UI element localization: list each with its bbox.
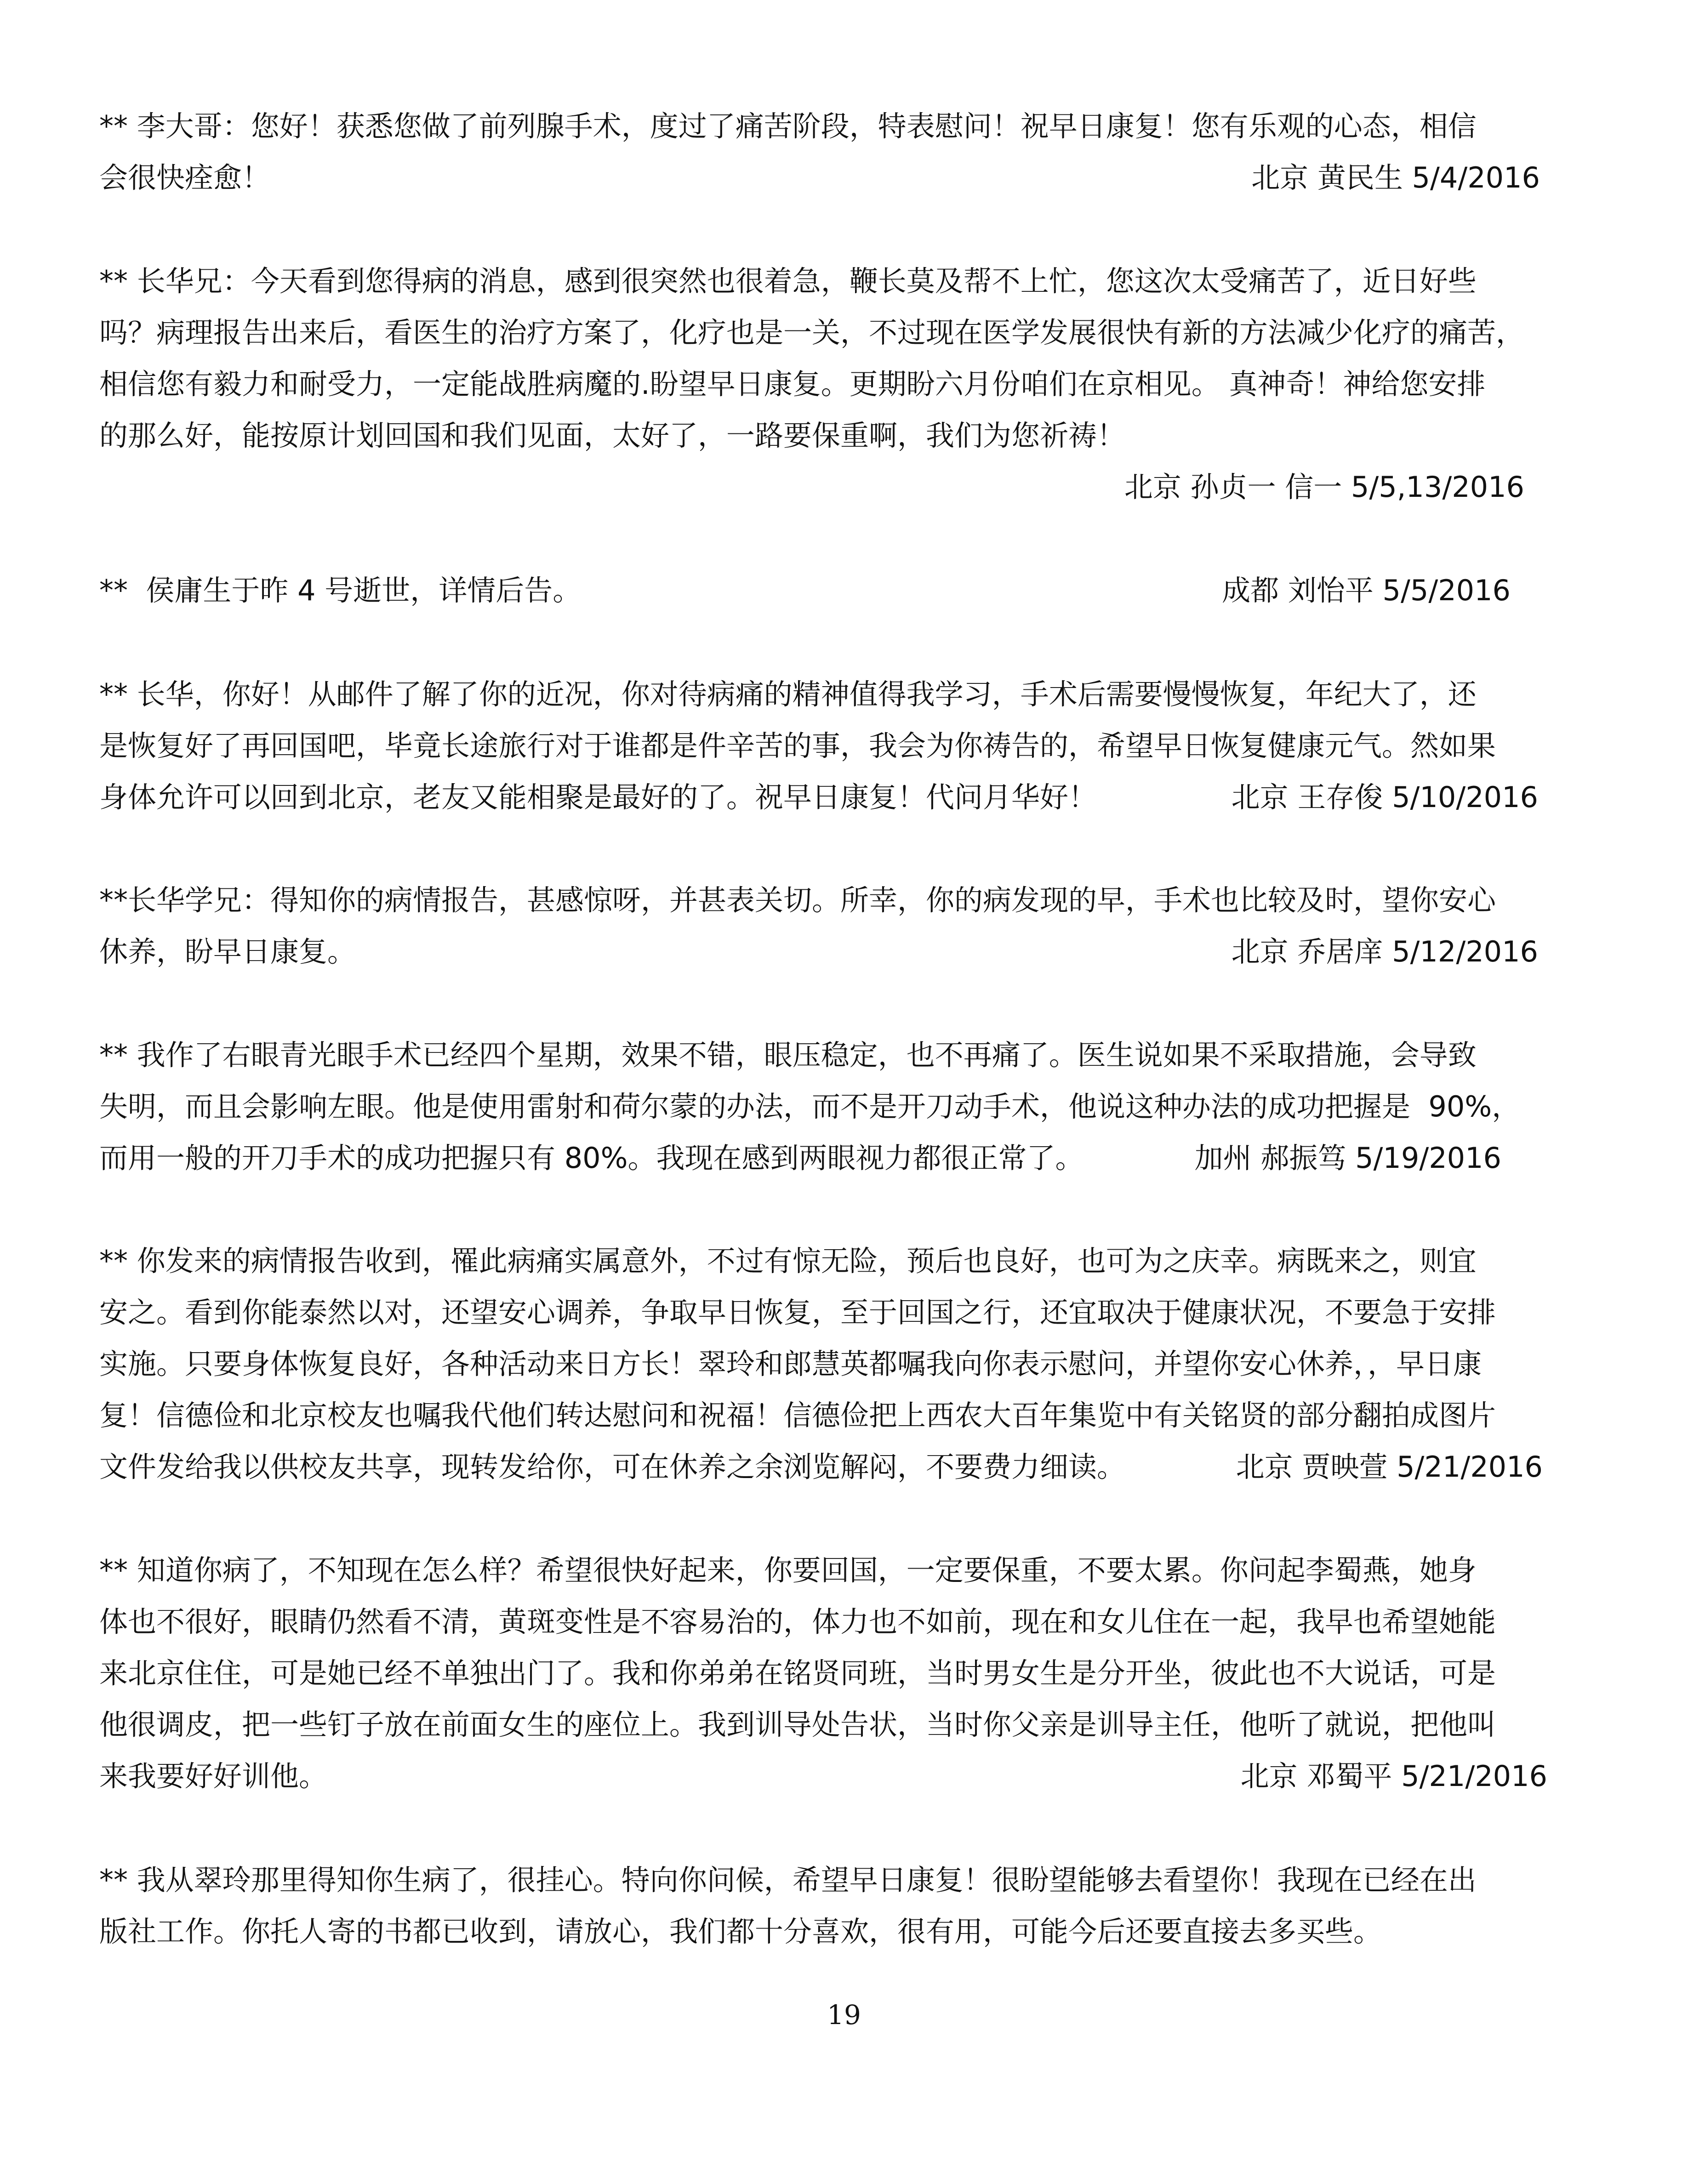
entry-6-line-2: 失明，而且会影响左眼。他是使用雷射和荷尔蒙的办法，而不是开刀动手术，他说这种办法的成功把握是 90%， <box>99 1090 1521 1123</box>
entry-1-text: 会很快痊愈！ <box>99 161 271 194</box>
entry-3-text: ** 侯庸生于昨 4 号逝世，详情后告。 <box>99 574 582 607</box>
entry-4-line-3 <box>99 779 1607 816</box>
entry-4-line-1: ** 长华，你好！从邮件了解了你的近况，你对待病痛的精神值得我学习，手术后需要慢慢恢复，年纪大了，还 <box>99 677 1477 711</box>
entry-2-line-4: 的那么好，能按原计划回国和我们见面，太好了，一路要保重啊，我们为您祈祷！ <box>99 419 1126 452</box>
entry-7-line-2: 安之。看到你能泰然以对，还望安心调养，争取早日恢复，至于回国之行，还宜取决于健康状况，不要急于安排 <box>99 1296 1496 1329</box>
entry-1-signature: 北京 黄民生 5/4/2016 <box>1251 161 1540 194</box>
entry-4-signature: 北京 王存俊 5/10/2016 <box>1231 780 1538 814</box>
entry-6-line-1: ** 我作了右眼青光眼手术已经四个星期，效果不错，眼压稳定，也不再痛了。医生说如果不采取措施，会导致 <box>99 1038 1477 1072</box>
page-number: 19 <box>827 1999 861 2030</box>
entry-4-line-2: 是恢复好了再回国吧，毕竟长途旅行对于谁都是件辛苦的事，我会为你祷告的，希望早日恢复健康元气。然如果 <box>99 729 1496 762</box>
entry-6-text: 而用一般的开刀手术的成功把握只有 80%。我现在感到两眼视力都很正常了。 <box>99 1141 1084 1175</box>
entry-7-line-1: ** 你发来的病情报告收到，罹此病痛实属意外，不过有惊无险，预后也良好，也可为之庆幸。病既来之，则宜 <box>99 1244 1477 1278</box>
entry-1-line-1: ** 李大哥：您好！获悉您做了前列腺手术，度过了痛苦阶段，特表慰问！祝早日康复！您有乐观的心态，相信 <box>99 109 1477 143</box>
entry-5-line-1: **长华学兄：得知你的病情报告，甚感惊呀，并甚表关切。所幸，你的病发现的早，手术也比较及时，望你安心 <box>99 883 1496 917</box>
entry-5-line-2 <box>99 933 1607 970</box>
entry-1-line-2 <box>99 159 1607 196</box>
entry-3-line-1 <box>99 572 1607 609</box>
entry-9-line-2: 版社工作。你托人寄的书都已收到，请放心，我们都十分喜欢，很有用，可能今后还要直接去多买些。 <box>99 1915 1382 1948</box>
entry-2-signature: 北京 孙贞一 信一 5/5,13/2016 <box>1124 470 1524 504</box>
entry-8-line-5 <box>99 1758 1607 1795</box>
entry-5-text: 休养，盼早日康复。 <box>99 935 356 968</box>
entry-7-line-3: 实施。只要身体恢复良好，各种活动来日方长！翠玲和郎慧英都嘱我向你表示慰问，并望你安心休养，，早日康 <box>99 1347 1482 1381</box>
entry-2-line-1: ** 长华兄：今天看到您得病的消息，感到很突然也很着急，鞭长莫及帮不上忙，您这次太受痛苦了，近日好些 <box>99 264 1477 298</box>
entry-7-line-5 <box>99 1449 1607 1485</box>
entry-8-signature: 北京 邓蜀平 5/21/2016 <box>1240 1759 1547 1793</box>
entry-8-line-1: ** 知道你病了，不知现在怎么样？希望很快好起来，你要回国，一定要保重，不要太累。你问起李蜀燕，她身 <box>99 1553 1477 1587</box>
entry-2-line-2: 吗？病理报告出来后，看医生的治疗方案了，化疗也是一关，不过现在医学发展很快有新的方法减少化疗的痛苦， <box>99 316 1525 349</box>
entry-4-text: 身体允许可以回到北京，老友又能相聚是最好的了。祝早日康复！代问月华好！ <box>99 780 1097 814</box>
entry-6-line-3 <box>99 1140 1607 1177</box>
entry-7-line-4: 复！信德俭和北京校友也嘱我代他们转达慰问和祝福！信德俭把上西农大百年集览中有关铭贤的部分翻拍成图片 <box>99 1399 1496 1432</box>
entry-9-line-1: ** 我从翠玲那里得知你生病了，很挂心。特向你问候，希望早日康复！很盼望能够去看望你！我现在已经在出 <box>99 1863 1477 1897</box>
entry-3-signature: 成都 刘怡平 5/5/2016 <box>1222 574 1511 607</box>
entry-8-line-2: 体也不很好，眼睛仍然看不清，黄斑变性是不容易治的，体力也不如前，现在和女儿住在一起，我早也希望她能 <box>99 1605 1496 1638</box>
entry-2-line-3: 相信您有毅力和耐受力，一定能战胜病魔的.盼望早日康复。更期盼六月份咱们在京相见。 真神奇！神给您安排 <box>99 367 1486 401</box>
entry-6-signature: 加州 郝振笃 5/19/2016 <box>1194 1141 1501 1175</box>
entry-7-text: 文件发给我以供校友共享，现转发给你，可在休养之余浏览解闷，不要费力细读。 <box>99 1450 1126 1484</box>
entry-8-line-4: 他很调皮，把一些钉子放在前面女生的座位上。我到训导处告状，当时你父亲是训导主任，他听了就说，把他叫 <box>99 1708 1496 1741</box>
entry-8-line-3: 来北京住住，可是她已经不单独出门了。我和你弟弟在铭贤同班，当时男女生是分开坐，彼此也不大说话，可是 <box>99 1656 1496 1690</box>
entry-7-signature: 北京 贾映萱 5/21/2016 <box>1236 1450 1543 1484</box>
entry-8-text: 来我要好好训他。 <box>99 1759 328 1793</box>
entry-5-signature: 北京 乔居庠 5/12/2016 <box>1231 935 1538 968</box>
